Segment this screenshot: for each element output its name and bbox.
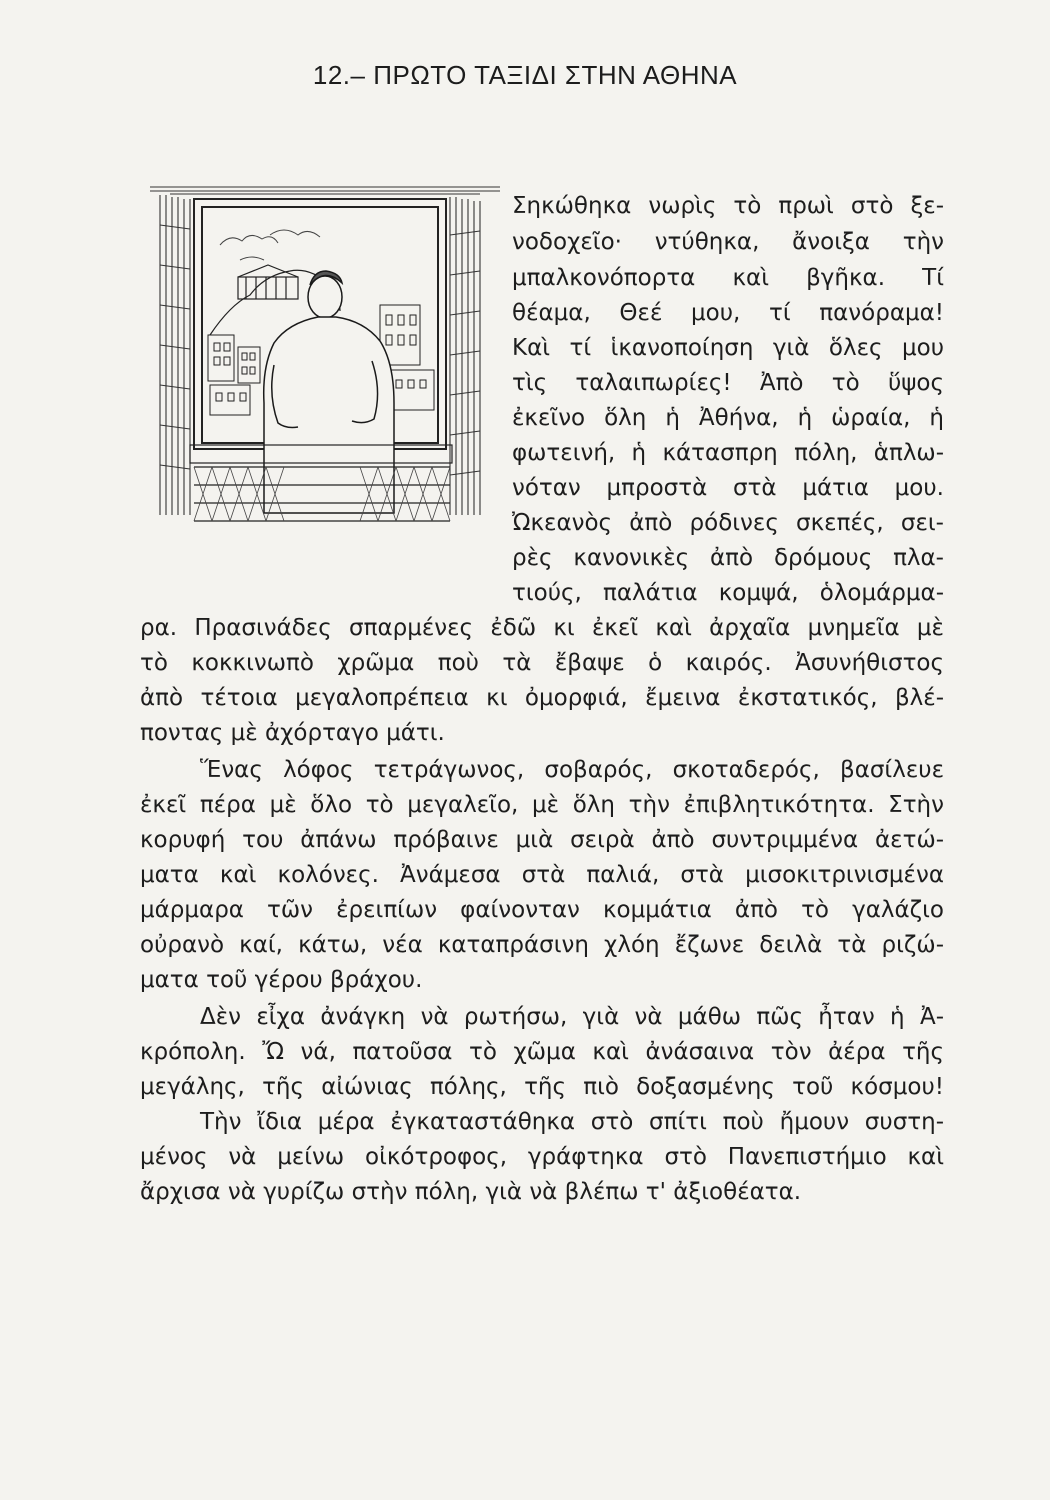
text-line: Καὶ τί ἱκανοποίηση γιὰ ὅλες μου: [512, 335, 944, 361]
text-line: ρὲς κανονικὲς ἀπὸ δρόμους πλα-: [512, 545, 944, 571]
text-line: ματα καὶ κολόνες. Ἀνάμεσα στὰ παλιά, στὰ μισοκιτρινισμένα: [140, 862, 944, 888]
window-view-acropolis-icon: [150, 185, 500, 540]
text-line: Σηκώθηκα νωρὶς τὸ πρωὶ στὸ ξε-: [512, 193, 944, 219]
text-line: κρόπολη. Ὤ νά, πατοῦσα τὸ χῶμα καὶ ἀνάσαινα τὸν ἀέρα τῆς: [140, 1039, 944, 1065]
text-line: τὸ κοκκινωπὸ χρῶμα ποὺ τὰ ἔβαψε ὁ καιρός. Ἀσυνήθιστος: [140, 650, 944, 676]
text-line: ρα. Πρασινάδες σπαρμένες ἐδῶ κι ἐκεῖ καὶ ἀρχαῖα μνημεῖα μὲ: [140, 615, 944, 641]
text-line: ἀπὸ τέτοια μεγαλοπρέπεια κι ὀμορφιά, ἔμεινα ἐκστατικός, βλέ-: [140, 685, 944, 711]
text-line: κορυφή του ἀπάνω πρόβαινε μιὰ σειρὰ ἀπὸ συντριμμένα ἀετώ-: [140, 827, 944, 853]
text-line: οὐρανὸ καί, κάτω, νέα καταπράσινη χλόη ἔζωνε δειλὰ τὰ ριζώ-: [140, 932, 944, 958]
text-line: θέαμα, Θεέ μου, τί πανόραμα!: [512, 300, 944, 326]
text-line: ἐκεῖ πέρα μὲ ὅλο τὸ μεγαλεῖο, μὲ ὅλη τὴν ἐπιβλητικότητα. Στὴν: [140, 792, 944, 818]
text-line: φωτεινή, ἡ κάτασπρη πόλη, ἁπλω-: [512, 440, 944, 466]
text-line: τὶς ταλαιπωρίες! Ἀπὸ τὸ ὕψος: [512, 370, 944, 396]
text-line: μπαλκονόπορτα καὶ βγῆκα. Τί: [512, 265, 944, 291]
text-line: ματα τοῦ γέρου βράχου.: [140, 967, 423, 993]
chapter-title: 12.– ΠΡΩΤΟ ΤΑΞΙΔΙ ΣΤΗΝ ΑΘΗΝΑ: [312, 60, 738, 90]
text-line: τιούς, παλάτια κομψά, ὁλομάρμα-: [512, 580, 944, 606]
text-line: Δὲν εἶχα ἀνάγκη νὰ ρωτήσω, γιὰ νὰ μάθω πῶς ἦταν ἡ Ἀ-: [200, 1004, 944, 1030]
text-line: ἄρχισα νὰ γυρίζω στὴν πόλη, γιὰ νὰ βλέπω τ' ἀξιοθέατα.: [140, 1179, 802, 1205]
text-line: μάρμαρα τῶν ἐρειπίων φαίνονταν κομμάτια ἀπὸ τὸ γαλάζιο: [140, 897, 944, 923]
text-line: Ἕνας λόφος τετράγωνος, σοβαρός, σκοταδερός, βασίλευε: [200, 757, 944, 783]
text-line: νοδοχεῖο· ντύθηκα, ἄνοιξα τὴν: [512, 229, 944, 255]
text-line: μένος νὰ μείνω οἰκότροφος, γράφτηκα στὸ Πανεπιστήμιο καὶ: [140, 1144, 944, 1170]
text-line: Ὠκεανὸς ἀπὸ ρόδινες σκεπές, σει-: [512, 510, 944, 536]
text-line: μεγάλης, τῆς αἰώνιας πόλης, τῆς πιὸ δοξασμένης τοῦ κόσμου!: [140, 1074, 944, 1100]
text-line: Τὴν ἴδια μέρα ἐγκαταστάθηκα στὸ σπίτι ποὺ ἤμουν συστη-: [200, 1109, 944, 1135]
text-line: νόταν μπροστὰ στὰ μάτια μου.: [512, 475, 944, 501]
text-line: ποντας μὲ ἀχόρταγο μάτι.: [140, 720, 445, 746]
text-line: ἐκεῖνο ὅλη ἡ Ἀθήνα, ἡ ὡραία, ἡ: [512, 405, 944, 431]
